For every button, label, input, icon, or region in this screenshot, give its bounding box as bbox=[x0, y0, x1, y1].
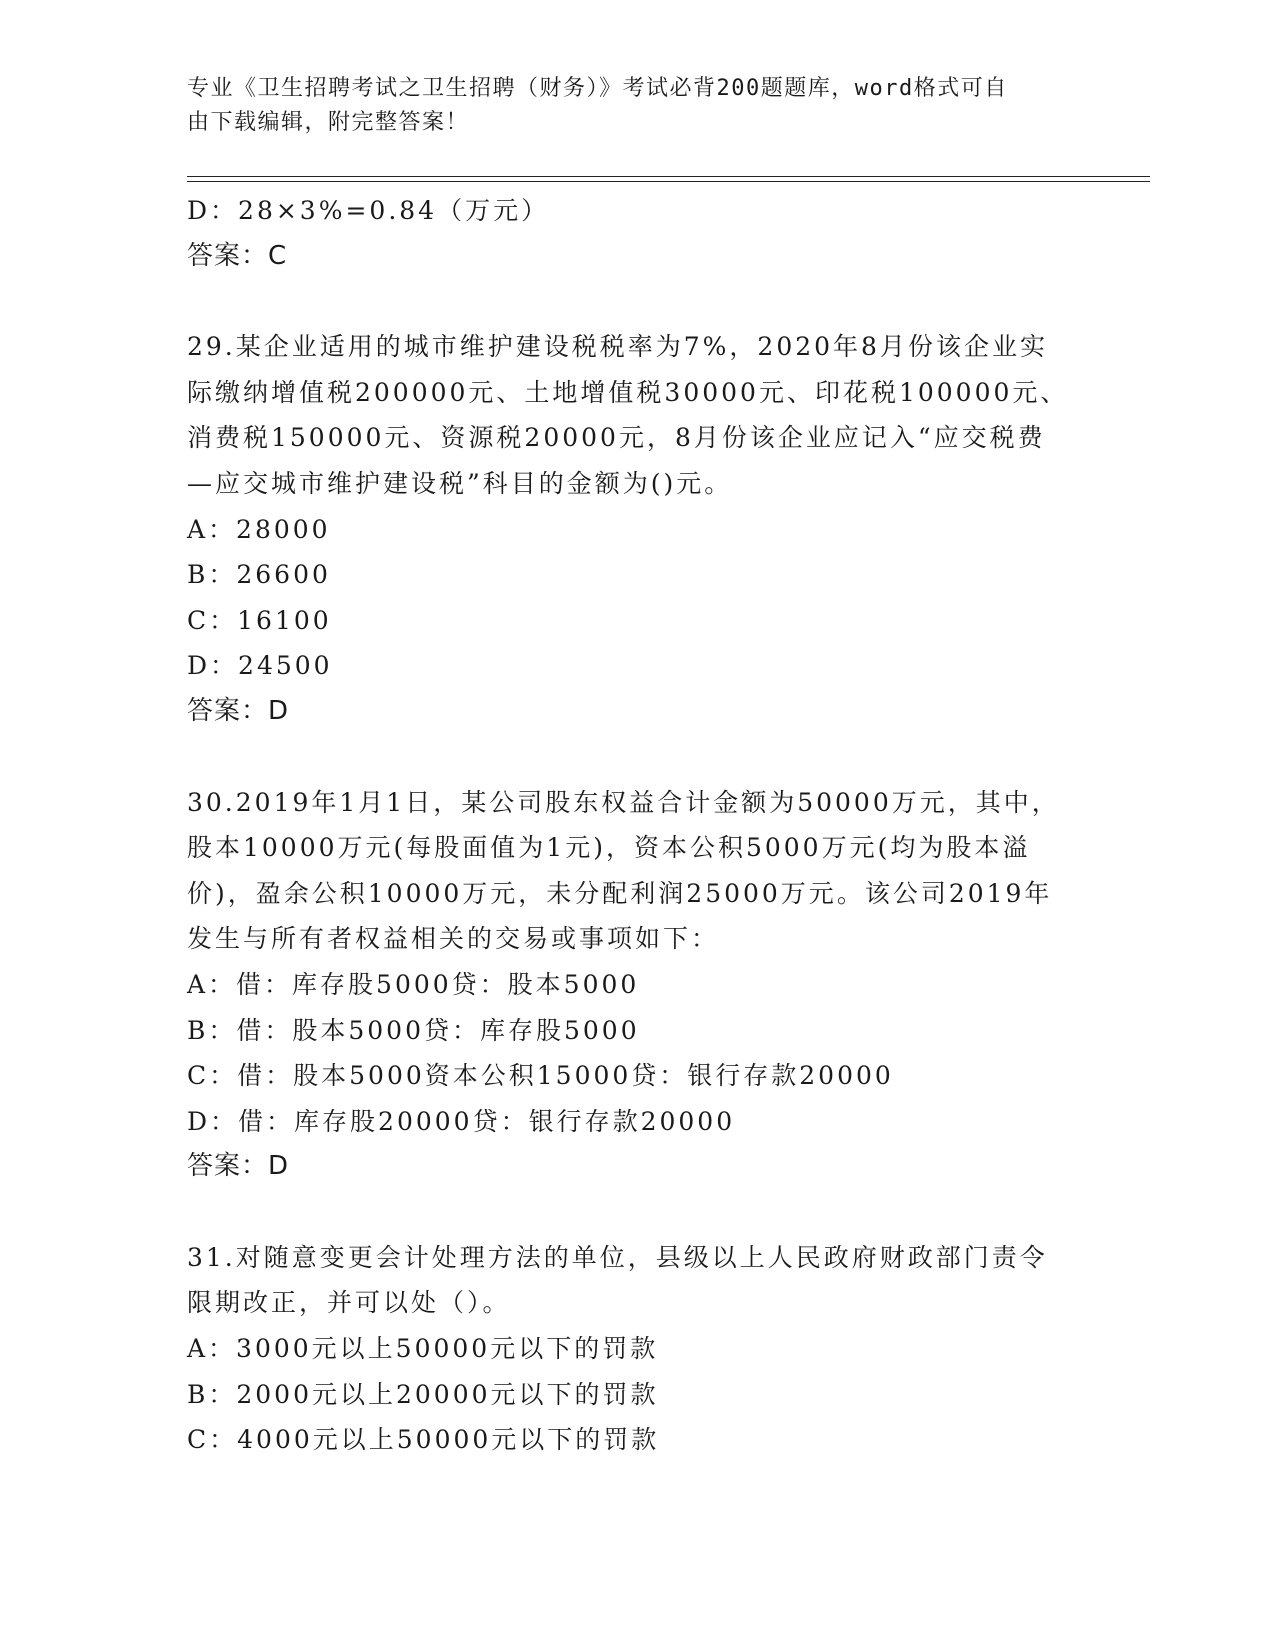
option-c: C：借：股本5000资本公积15000贷：银行存款20000 bbox=[187, 1061, 894, 1091]
option-a: A：借：库存股5000贷：股本5000 bbox=[187, 969, 640, 999]
question-text: —应交城市维护建设税”科目的金额为()元。 bbox=[187, 468, 733, 498]
spacer bbox=[187, 279, 1087, 324]
document-header bbox=[187, 72, 1067, 140]
option-b: B：26600 bbox=[187, 560, 331, 590]
spacer bbox=[187, 735, 1087, 780]
option-b: B：借：股本5000贷：库存股5000 bbox=[187, 1015, 640, 1045]
question-29 bbox=[187, 324, 1087, 734]
header-divider-top bbox=[187, 176, 1150, 177]
question-text: 限期改正，并可以处（）。 bbox=[187, 1288, 511, 1318]
question-text: 价)，盈余公积10000万元，未分配利润25000万元。该公司2019年 bbox=[187, 878, 1053, 908]
option-a: A：3000元以上50000元以下的罚款 bbox=[187, 1334, 659, 1364]
question-text: 股本10000万元(每股面值为1元)，资本公积5000万元(均为股本溢 bbox=[187, 833, 1031, 863]
question-28-fragment bbox=[187, 188, 1087, 279]
header-line-2: 由下载编辑，附完整答案！ bbox=[187, 110, 470, 135]
document-body bbox=[187, 188, 1087, 1463]
question-text: 29.某企业适用的城市维护建设税税率为7%，2020年8月份该企业实 bbox=[187, 332, 1048, 362]
question-30 bbox=[187, 780, 1087, 1190]
question-text: 际缴纳增值税200000元、土地增值税30000元、印花税100000元、 bbox=[187, 377, 1069, 407]
option-d: D：24500 bbox=[187, 651, 333, 681]
option-b: B：2000元以上20000元以下的罚款 bbox=[187, 1379, 659, 1409]
option-d: D：借：库存股20000贷：银行存款20000 bbox=[187, 1106, 736, 1136]
answer: 答案：D bbox=[187, 695, 290, 726]
question-text: 31.对随意变更会计处理方法的单位，县级以上人民政府财政部门责令 bbox=[187, 1242, 1048, 1272]
answer: 答案：C bbox=[187, 240, 288, 271]
question-text: 消费税150000元、资源税20000元，8月份该企业应记入“应交税费 bbox=[187, 423, 1046, 453]
answer: 答案：D bbox=[187, 1151, 290, 1182]
question-31 bbox=[187, 1235, 1087, 1463]
option-a: A：28000 bbox=[187, 514, 331, 544]
option-c: C：16100 bbox=[187, 605, 332, 635]
spacer bbox=[187, 1190, 1087, 1235]
header-line-1: 专业《卫生招聘考试之卫生招聘（财务）》考试必背200题题库，word格式可自 bbox=[187, 76, 1008, 101]
option-c: C：4000元以上50000元以下的罚款 bbox=[187, 1425, 660, 1455]
option-d: D：28×3%=0.84（万元） bbox=[187, 196, 550, 225]
question-text: 30.2019年1月1日，某公司股东权益合计金额为50000万元，其中， bbox=[187, 787, 1060, 817]
header-divider-bottom bbox=[187, 181, 1150, 182]
question-text: 发生与所有者权益相关的交易或事项如下： bbox=[187, 924, 720, 954]
